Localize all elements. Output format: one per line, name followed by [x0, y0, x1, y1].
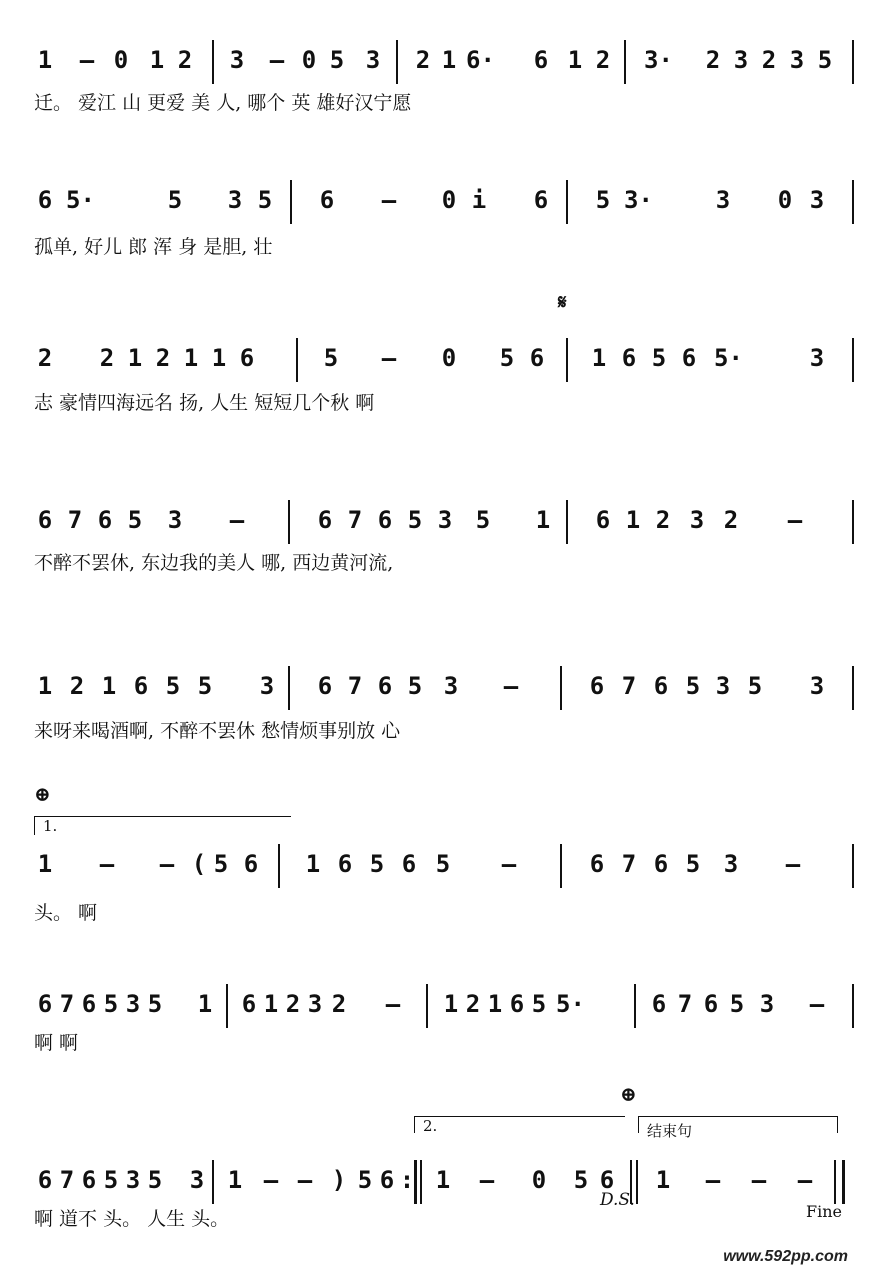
note: 0 [113, 46, 129, 74]
note: 6· [466, 46, 495, 74]
lyrics-line: 来呀来喝酒啊, 不醉不罢休 愁情烦事别放 心 [34, 720, 401, 742]
note: 1 [441, 46, 457, 74]
note: 2 [705, 46, 721, 74]
score-row-7: 6 7 6 5 3 5 1 6 1 2 3 2 – 1 2 1 6 5 5· 6 7 6 5 3 – 啊 啊 [0, 950, 888, 1070]
score-row-4: 6 7 6 5 3 – 6 7 6 5 3 5 1 6 1 2 3 2 – 不醉不罢休, 东边我的美人 哪, 西边黄河流, [0, 460, 888, 580]
note: 1 [567, 46, 583, 74]
ending-phrase-label: 结束句 [647, 1122, 693, 1140]
score-row-6: 1 – – ( 5 6 1 6 5 6 5 – 6 7 6 5 3 – 头。 啊 [0, 800, 888, 920]
note: 3 [365, 46, 381, 74]
note: 2 [415, 46, 431, 74]
barline [212, 40, 214, 84]
score-row-3: 2 2 1 2 1 1 6 5 – 0 5 6 1 6 5 6 5· 3 志 豪情四海远名 扬, 人生 短短几个秋 啊 [0, 300, 888, 420]
lyrics-line: 不醉不罢休, 东边我的美人 哪, 西边黄河流, [34, 552, 394, 574]
note: – [269, 46, 285, 74]
first-ending-label: 1. [43, 817, 58, 835]
score-row-1 [0, 0, 888, 120]
score-row-5: 1 2 1 6 5 5 3 6 7 6 5 3 – 6 7 6 5 3 5 3 来呀来喝酒啊, 不醉不罢休 愁情烦事别放 心 [0, 630, 888, 750]
score-row-8: 6 7 6 5 3 5 3 1 – – ) 5 6 : 1 – 0 5 6 1 – – – 啊 道不 头。 人生 头。 [0, 1120, 888, 1240]
note: 2 [177, 46, 193, 74]
note: 2 [761, 46, 777, 74]
note: 3 [789, 46, 805, 74]
note: – [79, 46, 95, 74]
notes-line [0, 40, 888, 80]
ds-mark: D.S. [600, 1190, 635, 1210]
note: 2 [595, 46, 611, 74]
footer-url: www.592pp.com [723, 1248, 848, 1265]
lyrics-line: 志 豪情四海远名 扬, 人生 短短几个秋 啊 [34, 392, 375, 414]
lyrics-line: 孤单, 好儿 郎 浑 身 是胆, 壮 [34, 236, 273, 258]
barline [852, 40, 854, 84]
lyrics-line: 啊 啊 [34, 1032, 79, 1054]
note: 5 [817, 46, 833, 74]
note: 5 [329, 46, 345, 74]
second-ending-label: 2. [423, 1117, 438, 1135]
lyrics-line: 啊 道不 头。 人生 头。 [34, 1208, 230, 1230]
coda-mark: ⊕ [34, 782, 51, 806]
fine-mark: Fine [806, 1202, 842, 1221]
note: 1 [149, 46, 165, 74]
lyrics-line: 头。 啊 [34, 902, 98, 924]
note: 1 [37, 46, 53, 74]
note: 3 [733, 46, 749, 74]
coda-mark-2: ⊕ [620, 1082, 637, 1106]
note: 0 [301, 46, 317, 74]
note: 6 [533, 46, 549, 74]
segno-mark: 𝄋 [558, 290, 567, 314]
lyrics-line: 迁。 爱江 山 更爱 美 人, 哪个 英 雄好汉宁愿 [34, 92, 412, 114]
score-row-2: 6 5· 5 3 5 6 – 0 i 6 5 3· 3 0 3 孤单, 好儿 郎 浑 身 是胆, 壮 [0, 150, 888, 270]
barline [396, 40, 398, 84]
note: 3 [229, 46, 245, 74]
barline [624, 40, 626, 84]
note: 3· [644, 46, 673, 74]
